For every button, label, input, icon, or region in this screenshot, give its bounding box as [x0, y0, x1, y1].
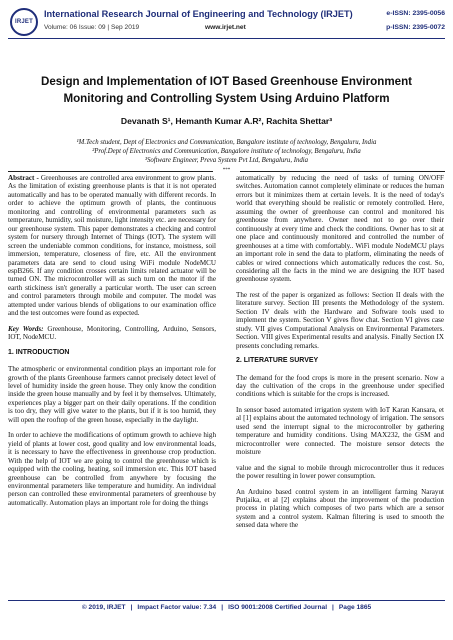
abstract [8, 174, 216, 318]
paragraph: In order to achieve the modifications of optimum growth to achieve high yield of plants at lower cost, good quality and low environmental loads, it is necessary to have the effectiveness in greenhouse crop production. With the help of IOT we are going to control the greenhouse which is equipped with the cooling, heating, soil immersion etc. This IOT based greenhouse can be controlled from anywhere by focusing the environmental parameters like temperature and humidity. An individual person can controlled these environmental parameters of greenhouse by automatically. Automation plays an important role for doing the things [8, 431, 216, 507]
journal-title: International Research Journal of Engineering and Technology (IRJET) [44, 9, 353, 19]
paper-title-line-1: Design and Implementation of IOT Based Greenhouse Environment [40, 75, 413, 88]
paper-authors: Devanath S¹, Hemanth Kumar A.R², Rachita Shettar³ [120, 116, 333, 126]
journal-header [8, 6, 445, 46]
paragraph: In sensor based automated irrigation system with IoT Karan Kansara, et al [1] explains about the automated technology of irrigation. The sensors used send the interrupt signal to the microcontroller by gathering temperature and humidity conditions. Using MAX232, the GSM and microcontroller were connected. The moisture sensor detects the moisture [236, 405, 444, 457]
paragraph: The demand for the food crops is more in the present scenario. Now a day the cultivation of the crops in the greenhouse under specified conditions which is suitable for the crops is increased. [236, 373, 444, 399]
paper-title-line-2: Monitoring and Controlling System Using Arduino Platform [63, 92, 390, 105]
separator-stars: *** [222, 168, 231, 173]
page-footer [8, 604, 445, 611]
footer-divider [8, 600, 445, 601]
separator-line-right [240, 171, 445, 172]
paper-title [20, 73, 433, 107]
p-issn: p-ISSN: 2395-0072 [386, 24, 445, 31]
abstract-text: Greenhouses are controlled area environment to grow plants. As the limitation of existing greenhouse plants is that it is not operated automatically and has to be operated manually with different records. In order to achieve the optimum growth of plants, the continuous monitoring and controlling of environmental parameters such as temperature, humidity, soil moisture, light intensity etc. are necessary for our greenhouse system. This paper demonstrates a checking and control system for nursery through Internet of Things (IOT). The system will screen the undeniable common conditions, for instance, moistness, soil immersion, temperature, closeness of fire, etc. All the environment parameters data are send to cloud using WiFi module NodeMCU espB266. If any condition crosses certain limits related actuator will be turned ON. The microcontroller will as such turn on the motor if the earth stickiness isn't generally a particular worth. The user can screen and control parameters through mobile and computer. The model was attempted under various blends of obligations to our examination office and the test outcomes were found as expected. [8, 174, 216, 318]
paragraph: An Arduino based control system in an intelligent farming Narayut Putjaika, et al [2] explains about the improvement of the production process in plating which composes of two parts which are a sensor system and a control system. Kalman filtering is used to smooth the sensed data where the [236, 487, 444, 530]
separator-line-left [8, 171, 213, 172]
irjet-logo-icon [10, 8, 38, 36]
section-heading-literature-survey: 2. LITERATURE SURVEY [236, 357, 319, 365]
paragraph: automatically by reducing the need of tasks of turning ON/OFF switches. Automation cannot completely eliminate or reduces the human errors but it minimizes them at certain levels. It is the need of today's world that everything should be realistic or remotely controlled. Here, assuming the owner of greenhouse can control and monitored his greenhouse from anywhere. Owner need not to go over their continuously at every time and check the conditions. Owner has to sit at one place and continuously monitored and controlled the number of greenhouses at a time with comfortably.. WiFi module NodeMCU plays an important role in send the data to platform, eliminating the needs of cables or wired connections which automatically reduces the cost. So, considering all the facts in the mind we are designing the IOT based greenhouse system. [236, 174, 444, 284]
footer-page-number: Page 1865 [338, 604, 372, 611]
paragraph: value and the signal to mobile through microcontroller thus it reduces the power resulting in lower power consumption. [236, 463, 444, 481]
footer-impact-factor: Impact Factor value: 7.34 [137, 604, 217, 611]
left-column [8, 174, 216, 594]
keywords-text: Greenhouse, Monitoring, Controlling, Arduino, Sensors, IOT, NodeMCU. [8, 324, 216, 342]
paragraph: The atmospheric or environmental condition plays an important role for growth of the plants Greenhouse farmers cannot precisely detect level of level of humidity inside the green house. They only know the condition inside the green house manually and by feel it by themselves. Ultimately, experiences play a bigger part on their daily operations. If the condition is too dry, they will give water to the plants, but if it is too humid, they will open the rooftop of the green house, especially in the daylight. [8, 365, 216, 424]
keywords [8, 325, 216, 342]
footer-separator: | [130, 604, 133, 611]
journal-url[interactable]: www.irjet.net [205, 24, 246, 31]
journal-volume: Volume: 06 Issue: 09 | Sep 2019 [44, 24, 140, 31]
paragraph: The rest of the paper is organized as follows: Section II deals with the literature survey. Section III presents the Methodology of the system. Section IV deals with the Hardware and Software tools used to implement the system. Section V gives flow chat. Section VI gives case study. VII gives Computational Analysis on Environmental Parameters. Section. VIII gives Experimental results and analysis. Finally Section IX presents concluding remarks. [236, 290, 444, 350]
affiliation-2: ²Prof.Dept of Electronics and Communication, Bangalore institute of technology, Bengaluru, India [92, 148, 361, 155]
affiliation-3: ³Software Engineer, Preva System Pvt Ltd, Bengaluru, India [144, 157, 309, 164]
footer-iso: ISO 9001:2008 Certified Journal [228, 604, 328, 611]
footer-separator: | [332, 604, 334, 611]
e-issn: e-ISSN: 2395-0056 [386, 10, 445, 17]
header-divider [8, 38, 445, 39]
keywords-label: Key Words: [8, 324, 44, 333]
logo-text: IRJET [14, 19, 33, 25]
right-column [236, 174, 444, 594]
section-heading-introduction: 1. INTRODUCTION [8, 348, 70, 356]
abstract-label: Abstract - [8, 174, 39, 182]
footer-copyright: © 2019, IRJET [81, 604, 126, 611]
footer-separator: | [221, 604, 224, 611]
affiliation-1: ¹M.Tech student, Dept of Electronics and Communication, Bangalore institute of technology, Bengaluru, India [76, 139, 377, 146]
